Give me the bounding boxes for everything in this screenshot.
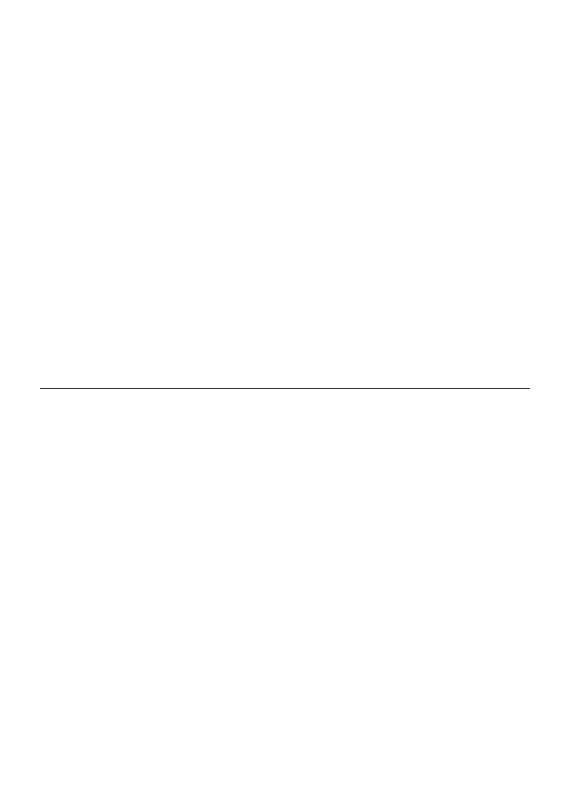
page-footer bbox=[0, 760, 567, 779]
toc-upper-half bbox=[0, 30, 567, 385]
toc-lower-half bbox=[0, 393, 567, 748]
section-divider bbox=[40, 388, 530, 389]
